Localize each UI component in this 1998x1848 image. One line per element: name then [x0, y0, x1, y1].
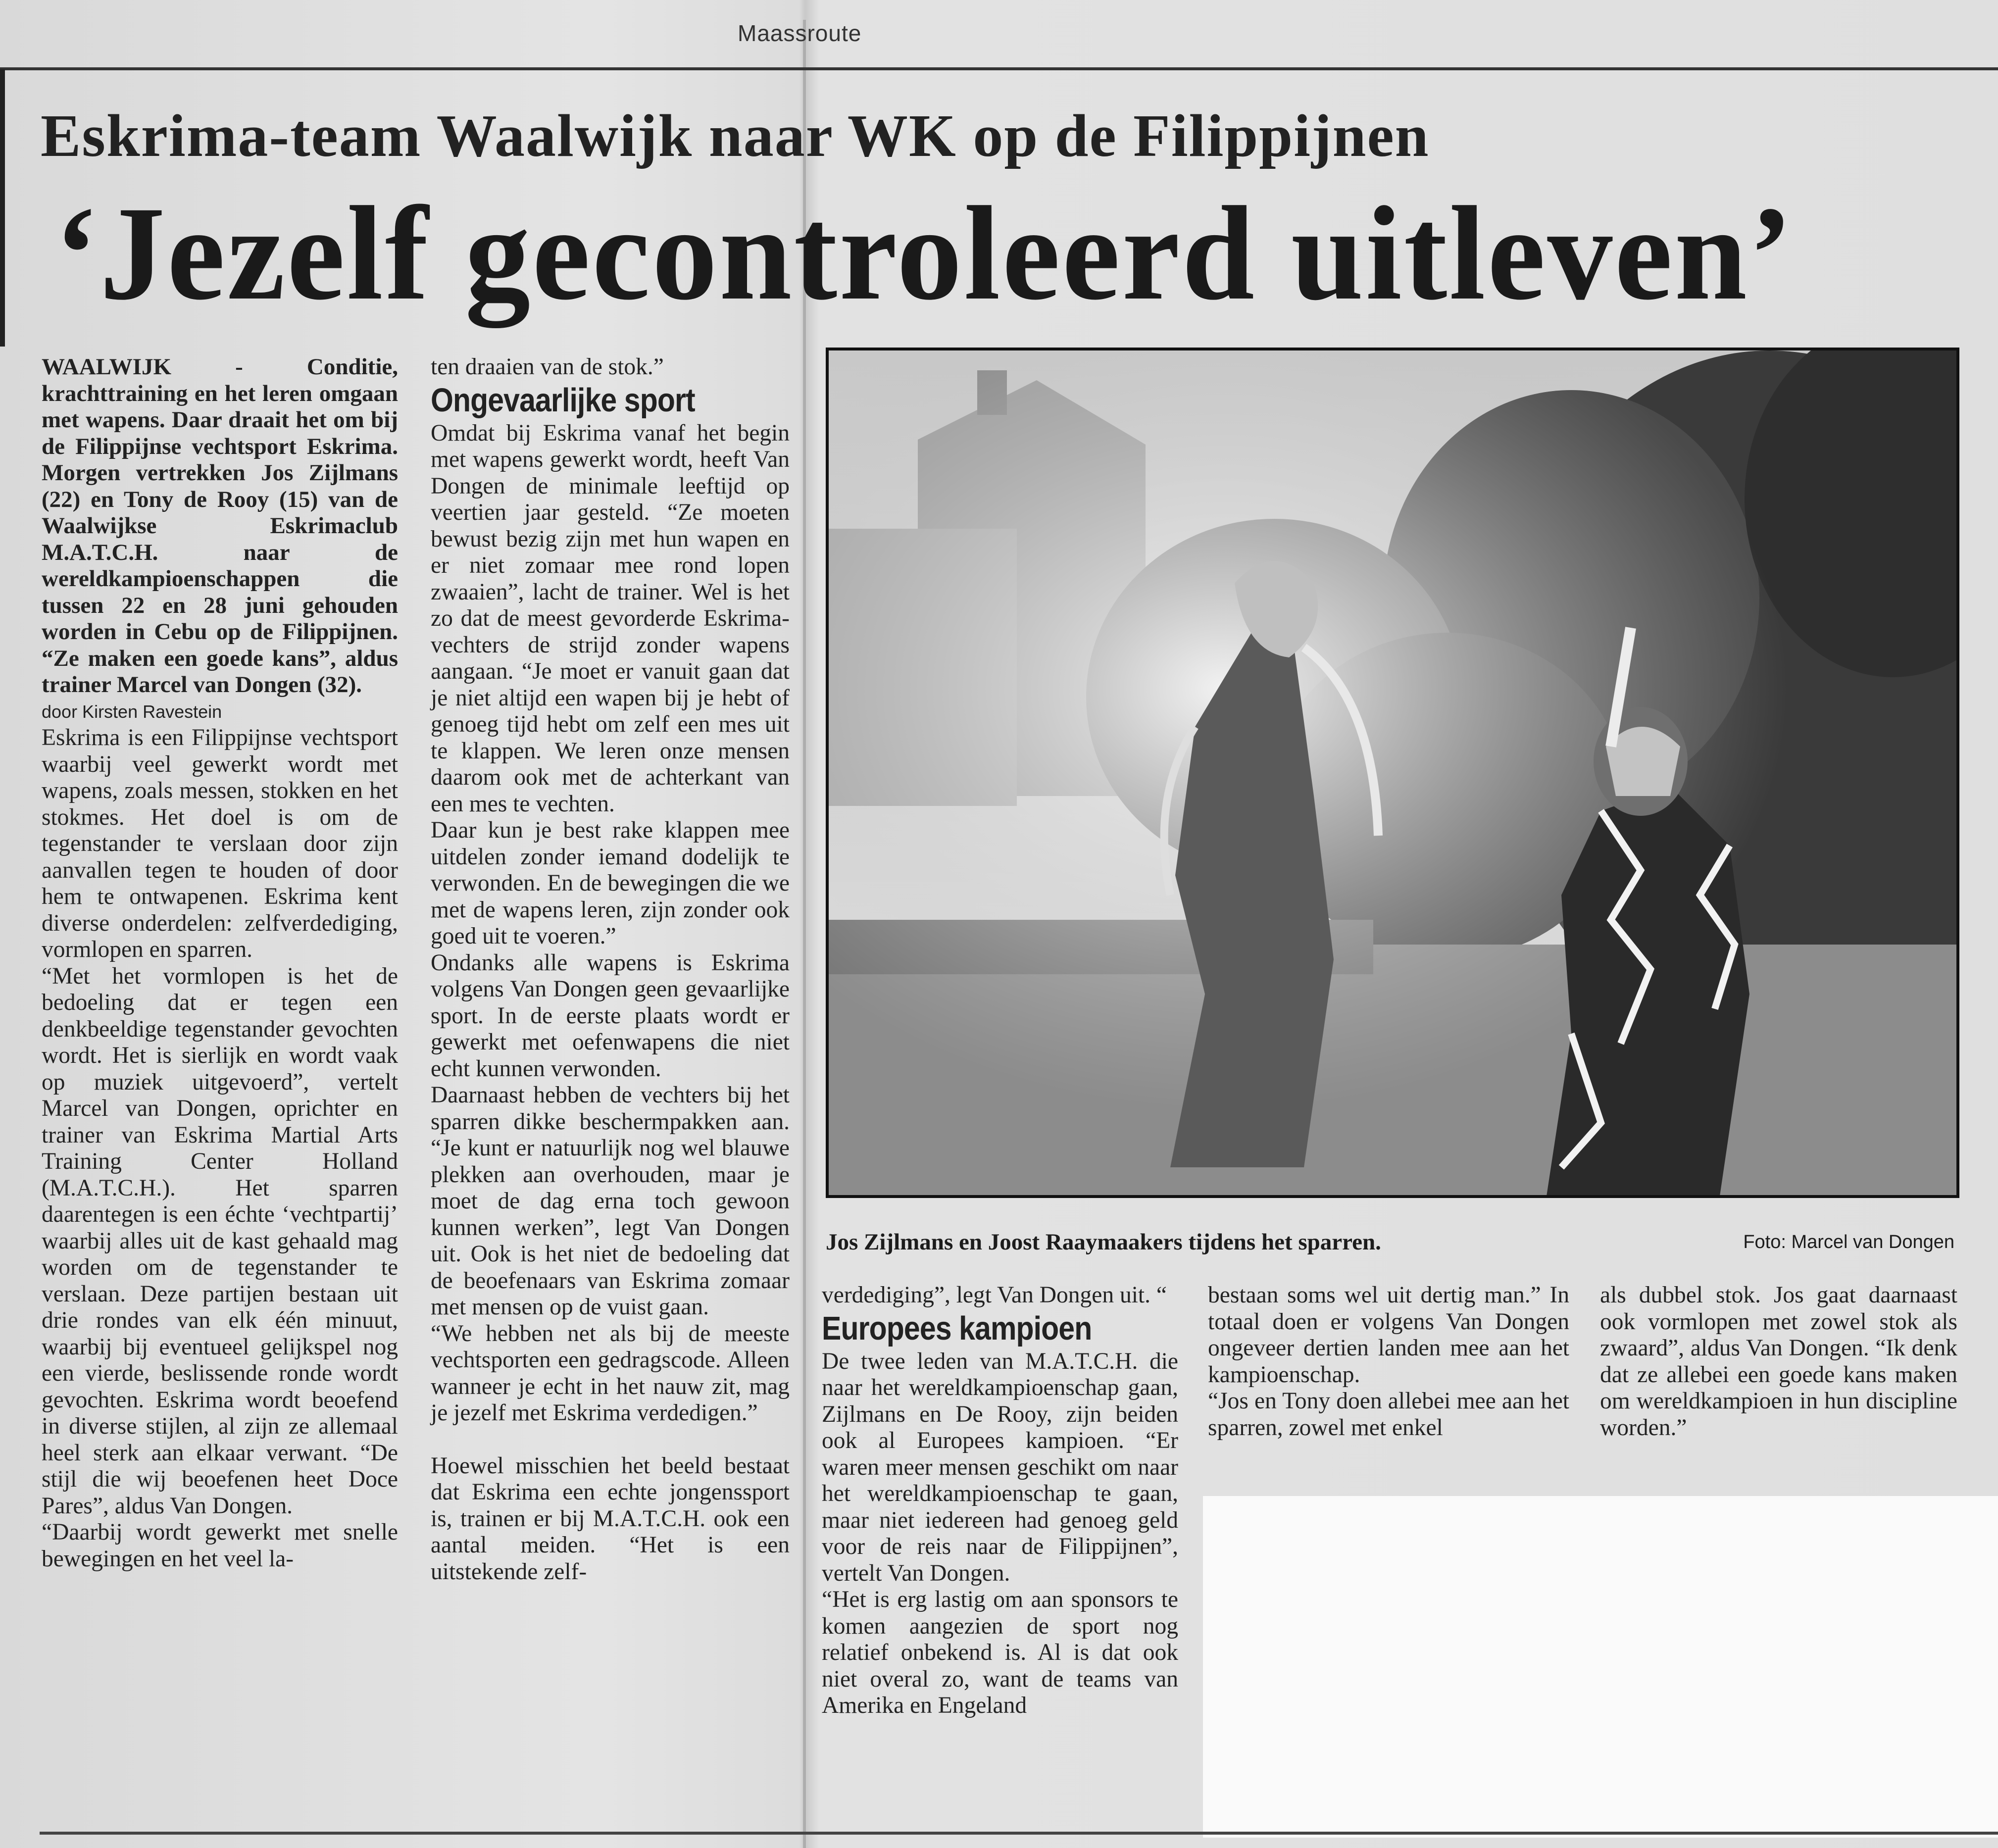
body-paragraph: De twee leden van M.A.T.C.H. die naar het wereldkampioenschap gaan, Zijlmans en De Rooy, zijn beiden ook al Europees kampioen. “Er waren meer mensen geschikt om naar het wereldkampioenschap te gaan, maar niet iedereen had genoeg geld voor de reis naar de Filippijnen”, vertelt Van Dongen.	[822, 1348, 1178, 1586]
body-paragraph: ten draaien van de stok.”	[431, 354, 664, 380]
body-paragraph: “We hebben net als bij de meeste vechtsporten een gedragscode. Alleen wanneer je echt in het nauw zit, mag je jezelf met Eskrima verdedigen.”	[431, 1320, 790, 1426]
body-paragraph: Omdat bij Eskrima vanaf het begin met wapens gewerkt wordt, heeft Van Dongen de minimale leeftijd op veertien jaar gesteld. “Ze moeten bewust bezig zijn met hun wapen en er niet zomaar mee rond lopen zwaaien”, lacht de trainer. Wel is het zo dat de meest gevorderde Eskrima-vechters de strijd zonder wapens aangaan. “Je moet er vanuit gaan dat je niet altijd een wapen bij je hebt of genoeg tijd hebt om zelf een mes uit te klappen. We leren onze mensen daarom ook met de achterkant van een mes te vechten.	[431, 420, 790, 817]
column-4	[1208, 1282, 1569, 1441]
sparring-photo-illustration	[829, 350, 1957, 1196]
column-1	[42, 354, 398, 1572]
body-paragraph: Eskrima is een Filippijnse vechtsport waarbij veel gewerkt wordt met wapens, zoals messen, stokken en het stokmes. Het doel is om de tegenstander te verslaan door zijn aanvallen tegen te houden of door hem te ontwapenen. Eskrima kent diverse onderdelen: zelfverdediging, vormlopen en sparren.	[42, 725, 398, 962]
top-rule	[0, 67, 1998, 70]
subhead-europees-kampioen: Europees kampioen	[822, 1309, 1092, 1347]
body-paragraph: Daar kun je best rake klappen mee uitdelen zonder iemand dodelijk te verwonden. En de bewegingen die we met de wapens leren, zijn zonder ook goed uit te voeren.”	[431, 817, 790, 949]
main-headline: ‘Jezelf gecontroleerd uitleven’	[54, 179, 1795, 328]
body-paragraph: bestaan soms wel uit dertig man.” In totaal doen er volgens Van Dongen ongeveer dertien landen mee aan het kampioenschap.	[1208, 1282, 1569, 1388]
body-paragraph: “Met het vormlopen is het de bedoeling dat er tegen een denkbeeldige tegenstander gevochten wordt. Het is sierlijk en wordt vaak op muziek uitgevoerd”, vertelt Marcel van Dongen, oprichter en trainer van Eskrima Martial Arts Training Center Holland (M.A.T.C.H.). Het sparren daarentegen is een échte ‘vechtpartij’ waarbij alles uit de kast gehaald mag worden om de tegenstander te verslaan. Deze partijen bestaan uit drie rondes van elk één minuut, waarbij bij eventueel gelijkspel nog een vierde, beslissende ronde wordt gevochten. Eskrima wordt beoefend in diverse stijlen, al zijn ze allemaal heel sterk aan elkaar verwant. “De stijl die wij beoefenen heet Doce Pares”, aldus Van Dongen.	[42, 963, 398, 1519]
left-rule	[0, 69, 5, 347]
bottom-rule	[40, 1832, 1998, 1835]
kicker-headline: Eskrima-team Waalwijk naar WK op de Filippijnen	[41, 102, 1430, 169]
blank-area	[1203, 1496, 1998, 1838]
photo-credit: Foto: Marcel van Dongen	[1743, 1232, 1954, 1252]
body-paragraph: “Daarbij wordt gewerkt met snelle bewegingen en het veel la-	[42, 1519, 398, 1572]
body-paragraph: Ondanks alle wapens is Eskrima volgens Van Dongen geen gevaarlijke sport. In de eerste plaats wordt er gewerkt met oefenwapens die niet echt kunnen verwonden.	[431, 949, 790, 1082]
article-photo	[826, 348, 1959, 1198]
body-paragraph: Daarnaast hebben de vechters bij het sparren dikke beschermpakken aan. “Je kunt er natuurlijk nog wel blauwe plekken aan overhouden, maar je moet de dag erna toch gewoon kunnen werken”, legt Van Dongen uit. Ook is het niet de bedoeling dat de beoefenaars van Eskrima zomaar met mensen op de vuist gaan.	[431, 1082, 790, 1320]
body-paragraph: verdediging”, legt Van Dongen uit. “	[822, 1282, 1167, 1308]
subhead-ongevaarlijke-sport: Ongevaarlijke sport	[431, 381, 695, 419]
section-label: Maassroute	[738, 20, 862, 46]
body-paragraph: Hoewel misschien het beeld bestaat dat Eskrima een echte jongenssport is, trainen er bij M.A.T.C.H. ook een aantal meiden. “Het is een uitstekende zelf-	[431, 1452, 790, 1585]
paragraph-gap	[431, 1427, 790, 1453]
body-paragraph: “Jos en Tony doen allebei mee aan het sparren, zowel met enkel	[1208, 1388, 1569, 1441]
byline: door Kirsten Ravestein	[42, 701, 222, 722]
photo-caption	[826, 1229, 1959, 1255]
column-2	[431, 354, 790, 1585]
column-3	[822, 1282, 1178, 1719]
body-paragraph: als dubbel stok. Jos gaat daarnaast ook vormlopen met zowel stok als zwaard”, aldus Van Dongen. “Ik denk dat ze allebei een goede kans maken om wereldkampioen in hun discipline worden.”	[1600, 1282, 1957, 1441]
column-5	[1600, 1282, 1957, 1441]
lead-paragraph: WAALWIJK - Conditie, krachttraining en het leren omgaan met wapens. Daar draait het om bij de Filippijnse vechtsport Eskrima. Morgen vertrekken Jos Zijlmans (22) en Tony de Rooy (15) van de Waalwijkse Eskrimaclub M.A.T.C.H. naar de wereldkampioenschappen die tussen 22 en 28 juni gehouden worden in Cebu op de Filippijnen. “Ze maken een goede kans”, aldus trainer Marcel van Dongen (32).	[42, 354, 398, 698]
body-paragraph: “Het is erg lastig om aan sponsors te komen aangezien de sport nog relatief onbekend is. Al is dat ook niet overal zo, want de teams van Amerika en Engeland	[822, 1587, 1178, 1718]
caption-text: Jos Zijlmans en Joost Raaymaakers tijdens het sparren.	[826, 1229, 1381, 1255]
